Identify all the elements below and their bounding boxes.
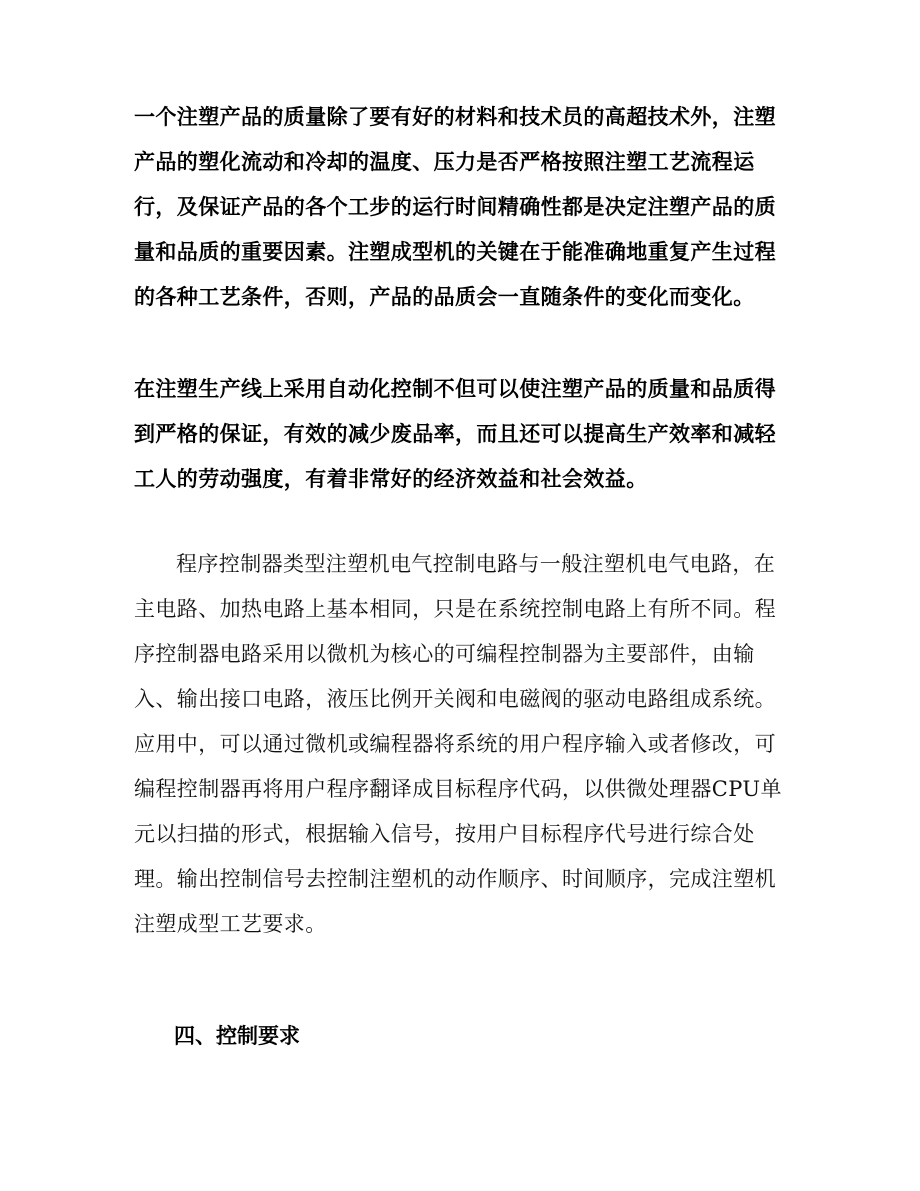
section-heading-control-requirements: 四、控制要求 [174, 1024, 300, 1048]
paragraph-injection-quality: 一个注塑产品的质量除了要有好的材料和技术员的高超技术外，注塑产品的塑化流动和冷却的温度、压力是否严格按照注塑工艺流程运行，及保证产品的各个工步的运行时间精确性都是决定注塑产品的质量和品质的重要因素。注塑成型机的关键在于能准确地重复产生过程的各种工艺条件，否则，产品的品质会一直随条件的变化而变化。 [134, 105, 776, 309]
paragraph-automation-benefits: 在注塑生产线上采用自动化控制不但可以使注塑产品的质量和品质得到严格的保证，有效的减少废品率，而且还可以提高生产效率和减轻工人的劳动强度，有着非常好的经济效益和社会效益。 [134, 377, 776, 491]
paragraph-program-controller: 程序控制器类型注塑机电气控制电路与一般注塑机电气电路，在主电路、加热电路上基本相同，只是在系统控制电路上有所不同。程序控制器电路采用以微机为核心的可编程控制器为主要部件，由输入、输出接口电路，液压比例开关阀和电磁阀的驱动电路组成系统。应用中，可以通过微机或编程器将系统的用户程序输入或者修改，可编程控制器再将用户程序翻译成目标程序代码，以供微处理器CPU单元以扫描的形式，根据输入信号，按用户目标程序代号进行综合处理。输出控制信号去控制注塑机的动作顺序、时间顺序，完成注塑机注塑成型工艺要求。 [134, 552, 782, 936]
